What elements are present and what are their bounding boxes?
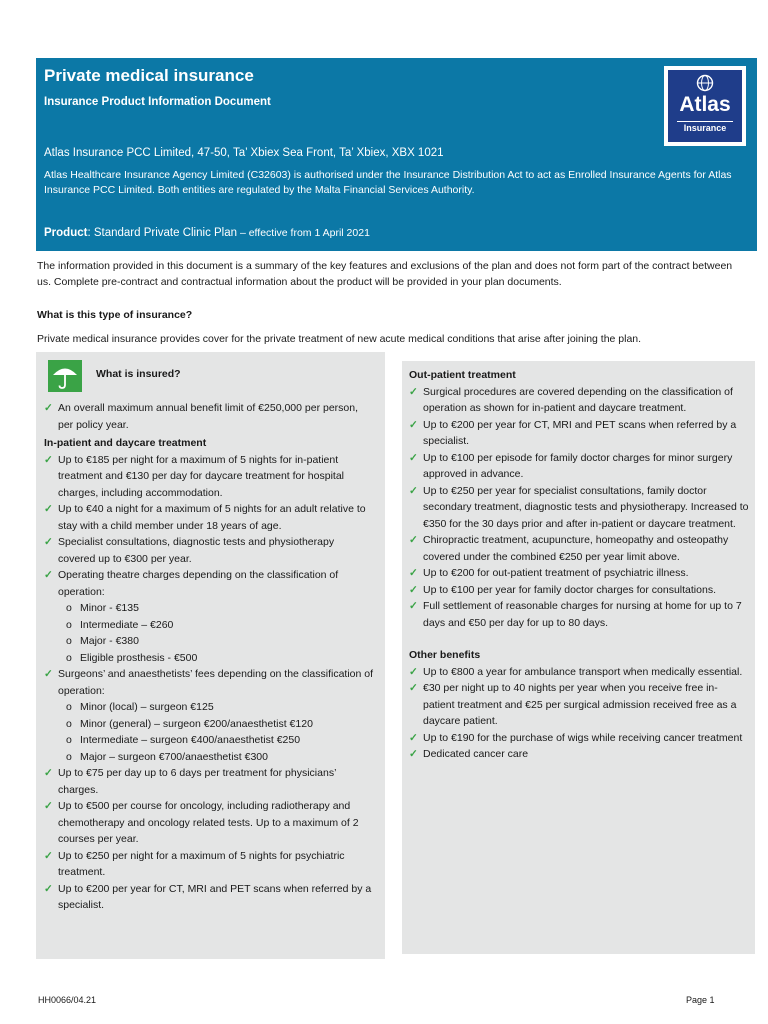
question-title: What is this type of insurance?: [37, 309, 193, 321]
list-item: ✓ Up to €75 per day up to 6 days per treatment for physicians’ charges.: [44, 767, 337, 796]
header-banner: [36, 58, 757, 251]
other-benefits-heading: Other benefits: [409, 649, 481, 661]
check-icon: ✓: [409, 682, 418, 694]
check-icon: ✓: [409, 451, 418, 464]
list-item: ✓ Specialist consultations, diagnostic tests and physiotherapy covered up to €300 per year.: [44, 536, 335, 565]
list-item: ✓ Up to €185 per night for a maximum of 5 nights for in-patient treatment and €130 per day for daycare treatment for hospital charges, including accommodation.: [44, 453, 344, 499]
list-item: ✓ Up to €200 for out-patient treatment of psychiatric illness.: [409, 565, 749, 582]
intro-text: The information provided in this document is a summary of the key features and exclusions of the plan and does not form part of the contract between us. Complete pre-contract and contractual information about the product will be provided in your plan documents.: [37, 260, 733, 288]
check-icon: ✓: [409, 731, 418, 744]
sub-item: o Major – surgeon €700/anaesthetist €300: [66, 750, 268, 763]
list-item: ✓ Up to €250 per night for a maximum of 5 nights for psychiatric treatment.: [44, 849, 345, 878]
sub-item: o Major - €380: [66, 635, 139, 647]
product-name: : Standard Private Clinic Plan: [87, 227, 238, 239]
logo-sub: Insurance: [677, 121, 733, 134]
check-icon: ✓: [44, 668, 53, 680]
list-item: ✓ €30 per night up to 40 nights per year when you receive free in-patient treatment and €25 per surgical admission received free as a daycare patient.: [409, 682, 737, 727]
globe-icon: [696, 74, 714, 92]
document-subtitle: Insurance Product Information Document: [44, 96, 271, 108]
list-item: ✓ Up to €200 per year for CT, MRI and PET scans when referred by a specialist.: [44, 882, 372, 911]
list-item: ✓ Up to €250 per year for specialist consultations, family doctor secondary treatment, diagnostic tests and physiotherapy. Increased to €350 for the 30 days prior and after in-patient or daycare treatment.: [409, 484, 749, 530]
insured-list: [44, 400, 374, 914]
what-is-insured-panel: [36, 352, 385, 959]
inpatient-heading: In-patient and daycare treatment: [44, 437, 207, 449]
sub-item: o Intermediate – surgeon €400/anaesthetist €250: [66, 734, 301, 746]
check-icon: ✓: [409, 748, 418, 760]
list-item: ✓ Up to €800 a year for ambulance transport when medically essential.: [409, 664, 749, 681]
agency-statement: Atlas Healthcare Insurance Agency Limited (C32603) is authorised under the Insurance Distribution Act to act as Enrolled Insurance Agents for Atlas Insurance PCC Limited. Both entities are regulated by the Malta Financial Services Authority.: [44, 169, 732, 196]
logo-name: Atlas: [679, 93, 731, 116]
page-number: Page 1: [686, 995, 715, 1005]
list-item: ✓ Surgeons’ and anaesthetists’ fees depending on the classification of operation:: [44, 668, 374, 697]
check-icon: ✓: [44, 882, 53, 895]
sub-item: o Minor (local) – surgeon €125: [66, 701, 214, 713]
company-address: Atlas Insurance PCC Limited, 47-50, Ta’ Xbiex Sea Front, Ta’ Xbiex, XBX 1021: [44, 147, 444, 159]
list-item: ✓ Up to €200 per year for CT, MRI and PET scans when referred by a specialist.: [409, 418, 737, 447]
product-label: Product: [44, 227, 88, 239]
list-item: ✓ An overall maximum annual benefit limit of €250,000 per person, per policy year.: [44, 402, 358, 431]
list-item: ✓ Surgical procedures are covered depending on the classification of operation as shown for in-patient and daycare treatment.: [409, 385, 733, 414]
check-icon: ✓: [44, 402, 53, 414]
question-text: Private medical insurance provides cover for the private treatment of new acute medical conditions that arise after joining the plan.: [37, 333, 642, 345]
check-icon: ✓: [409, 534, 418, 546]
list-item: ✓ Up to €100 per year for family doctor charges for consultations.: [409, 582, 749, 599]
check-icon: ✓: [409, 385, 418, 398]
list-item: ✓ Operating theatre charges depending on the classification of operation:: [44, 569, 339, 598]
list-item: ✓ Up to €500 per course for oncology, including radiotherapy and chemotherapy and oncology related tests. Up to a maximum of 2 courses per year.: [44, 800, 359, 845]
product-line: [44, 227, 370, 239]
check-icon: ✓: [44, 569, 53, 581]
check-icon: ✓: [409, 665, 418, 678]
sub-item: o Minor - €135: [66, 602, 139, 614]
check-icon: ✓: [44, 503, 53, 515]
benefits-panel: [402, 361, 755, 954]
outpatient-list: [409, 367, 749, 763]
document-code: HH0066/04.21: [38, 995, 97, 1005]
check-icon: ✓: [409, 600, 418, 612]
check-icon: ✓: [44, 800, 53, 812]
atlas-logo: [664, 66, 746, 146]
check-icon: ✓: [409, 567, 418, 579]
list-item: ✓ Full settlement of reasonable charges for nursing at home for up to 7 days and €50 per day for up to 80 days.: [409, 600, 742, 629]
check-icon: ✓: [44, 767, 53, 779]
sub-item: o Intermediate – €260: [66, 618, 174, 631]
list-item: ✓ Chiropractic treatment, acupuncture, homeopathy and osteopathy covered under the combined €250 per year limit above.: [409, 534, 729, 563]
product-effective: – effective from 1 April 2021: [237, 227, 370, 239]
outpatient-heading: Out-patient treatment: [409, 369, 516, 381]
umbrella-icon: [48, 360, 82, 392]
list-item: ✓ Up to €40 a night for a maximum of 5 nights for an adult relative to stay with a child member under 18 years of age.: [44, 503, 366, 532]
page-title: Private medical insurance: [44, 66, 254, 85]
check-icon: ✓: [44, 849, 53, 862]
sub-item: o Minor (general) – surgeon €200/anaesthetist €120: [66, 717, 313, 730]
sub-item: o Eligible prosthesis - €500: [66, 651, 198, 664]
check-icon: ✓: [409, 484, 418, 497]
check-icon: ✓: [44, 453, 53, 466]
check-icon: ✓: [44, 536, 53, 548]
list-item: ✓ Up to €190 for the purchase of wigs while receiving cancer treatment: [409, 730, 749, 747]
what-is-insured-title: What is insured?: [96, 368, 181, 380]
check-icon: ✓: [409, 583, 418, 596]
list-item: ✓ Dedicated cancer care: [409, 746, 749, 763]
check-icon: ✓: [409, 418, 418, 431]
list-item: ✓ Up to €100 per episode for family doctor charges for minor surgery approved in advance.: [409, 451, 733, 480]
